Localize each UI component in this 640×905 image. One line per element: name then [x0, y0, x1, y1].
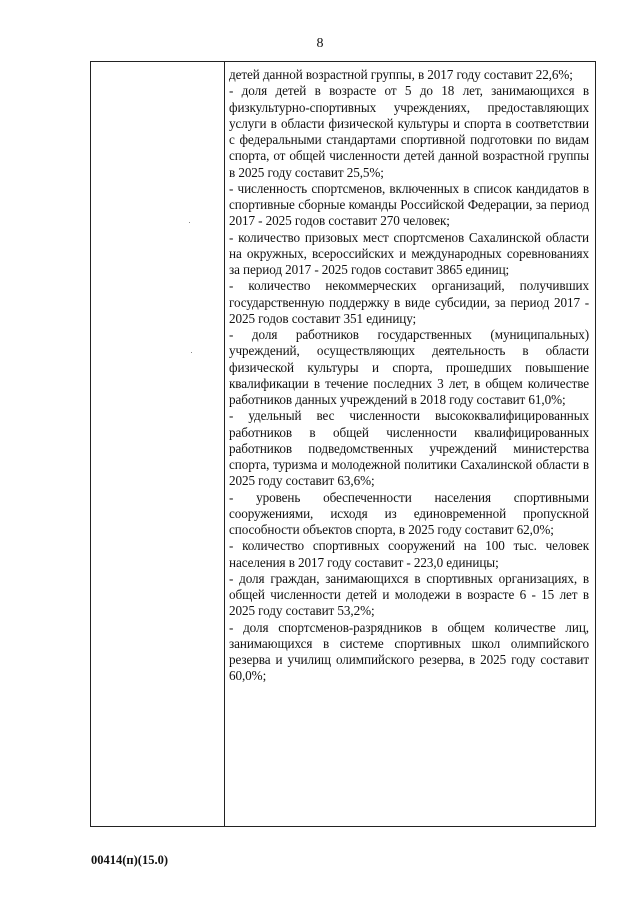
- paragraph: - количество призовых мест спортсменов Сахалинской области на окружных, всероссийских и международных соревнованиях за период 2017 - 2025 годов составит 3865 единиц;: [229, 229, 589, 277]
- paragraph: - доля работников государственных (муниципальных) учреждений, осуществляющих деятельность в области физической культуры и спорта, прошедших повышение квалификации в течение последних 3 лет, в общем количестве работников данных учреждений в 2018 году составит 61,0%;: [229, 327, 589, 407]
- paragraph: - удельный вес численности высококвалифицированных работников в общей численности квалифицированных работников подведомственных учреждений министерства спорта, туризма и молодежной политики Сахалинской области в 2025 году составит 63,6%;: [229, 408, 589, 489]
- page-number: 8: [316, 36, 324, 51]
- paragraph: - доля детей в возрасте от 5 до 18 лет, занимающихся в физкультурно-спортивных учреждениях, предоставляющих услуги в области физической культуры и спорта в соответствии с федеральными стандартами спортивной подготовки по видам спорта, от общей численности детей данной возрастной группы в 2025 году составит 25,5%;: [229, 83, 589, 180]
- paragraph: - количество некоммерческих организаций, получивших государственную поддержку в виде субсидии, за период 2017 - 2025 годов составит 351 единицу;: [229, 278, 589, 326]
- document-code: 00414(п)(15.0): [91, 853, 168, 867]
- scan-artifact: [189, 222, 190, 223]
- document-table: [90, 61, 596, 827]
- paragraph: детей данной возрастной группы, в 2017 году составит 22,6%;: [229, 67, 573, 82]
- content-cell: [229, 67, 589, 685]
- column-divider: [224, 62, 225, 826]
- paragraph: - численность спортсменов, включенных в список кандидатов в спортивные сборные команды Российской Федерации, за период 2017 - 2025 годов составит 270 человек;: [229, 180, 589, 229]
- paragraph: - доля граждан, занимающихся в спортивных организациях, в общей численности детей и молодежи в возрасте 6 - 15 лет в 2025 году составит 53,2%;: [229, 570, 589, 619]
- paragraph: - доля спортсменов-разрядников в общем количестве лиц, занимающихся в системе спортивных школ олимпийского резерва и училищ олимпийского резерва, в 2025 году составит 60,0%;: [229, 619, 589, 684]
- scan-artifact: [191, 352, 192, 353]
- paragraph: - уровень обеспеченности населения спортивными сооружениями, исходя из единовременной пропускной способности объектов спорта, в 2025 году составит 62,0%;: [229, 489, 589, 537]
- paragraph: - количество спортивных сооружений на 100 тыс. человек населения в 2017 году составит - 223,0 единицы;: [229, 538, 589, 570]
